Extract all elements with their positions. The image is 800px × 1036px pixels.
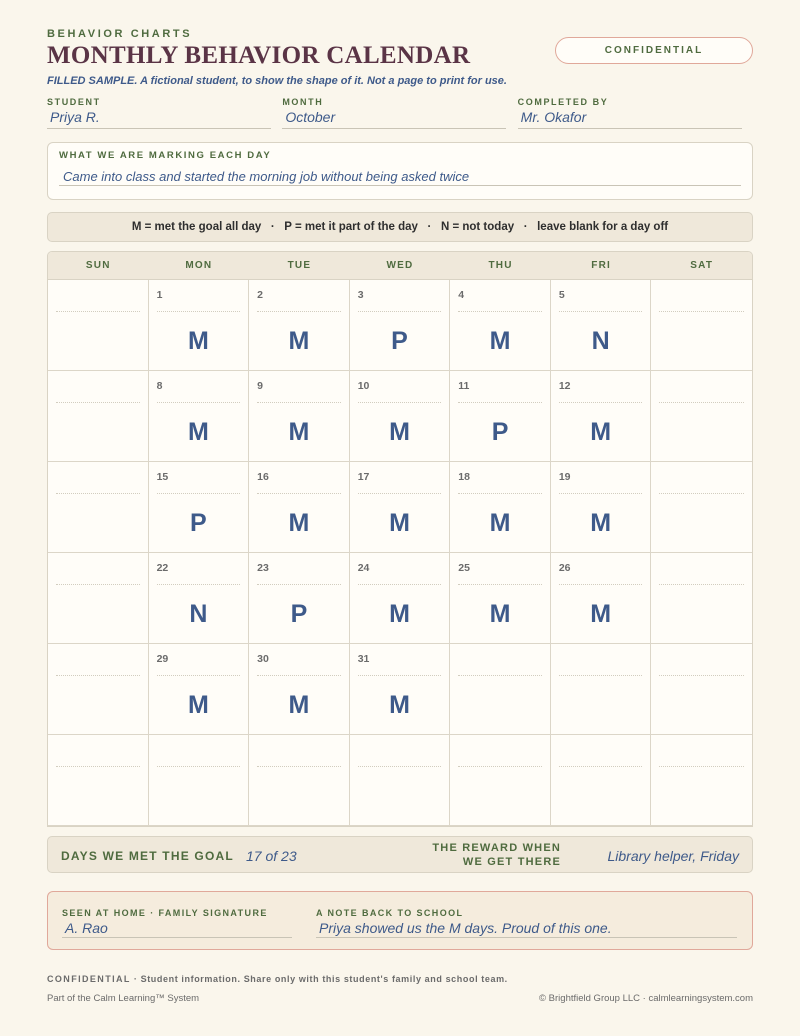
day-number: 31 [357, 653, 370, 665]
day-cell[interactable] [450, 735, 551, 826]
reward-label-line2: WE GET THERE [462, 856, 561, 868]
day-rule [157, 402, 241, 403]
day-rule [358, 402, 442, 403]
weekday-fri: FRI [591, 260, 611, 271]
day-rule [358, 493, 442, 494]
calendar-weekday-header [48, 252, 752, 280]
day-cell[interactable] [149, 280, 250, 371]
day-cell[interactable] [48, 735, 149, 826]
day-mark: P [290, 600, 308, 628]
days-met-value[interactable]: 17 of 23 [246, 848, 297, 864]
day-cell[interactable] [450, 553, 551, 644]
day-mark: M [389, 418, 410, 446]
day-rule [257, 311, 341, 312]
day-cell[interactable] [551, 371, 652, 462]
day-rule [257, 675, 341, 676]
day-number: 23 [257, 562, 269, 574]
behavior-calendar-page [47, 28, 753, 950]
day-cell[interactable] [450, 462, 551, 553]
info-fields [47, 97, 753, 129]
day-cell[interactable] [551, 644, 652, 735]
marking-label: WHAT WE ARE MARKING EACH DAY [59, 150, 272, 161]
day-rule [659, 675, 744, 676]
footer-confidential: CONFIDENTIAL [47, 974, 131, 984]
day-rule [56, 584, 140, 585]
day-cell[interactable] [48, 553, 149, 644]
day-cell[interactable] [149, 644, 250, 735]
day-cell[interactable] [350, 371, 451, 462]
day-number: 2 [257, 289, 263, 301]
day-number: 24 [357, 562, 370, 574]
day-mark: P [391, 327, 408, 355]
home-note-box [47, 891, 753, 950]
day-mark: M [288, 327, 310, 355]
calendar [47, 251, 753, 827]
day-rule [157, 311, 241, 312]
day-number: 19 [558, 471, 571, 483]
day-mark: M [389, 509, 410, 537]
completed-by-value[interactable]: Mr. Okafor [518, 109, 742, 129]
marking-box [47, 142, 753, 200]
student-label: STUDENT [47, 97, 101, 107]
page-title: MONTHLY BEHAVIOR CALENDAR [47, 42, 471, 69]
confidential-footer [47, 974, 508, 984]
day-number: 10 [357, 380, 370, 392]
day-cell[interactable] [249, 553, 350, 644]
day-rule [458, 311, 542, 312]
day-cell[interactable] [350, 553, 451, 644]
day-mark: M [288, 691, 310, 719]
day-rule [559, 584, 643, 585]
day-cell[interactable] [551, 553, 652, 644]
day-cell[interactable] [651, 280, 752, 371]
day-rule [659, 493, 744, 494]
day-number: 5 [558, 289, 565, 301]
day-cell[interactable] [249, 280, 350, 371]
weekday-wed: WED [386, 260, 414, 271]
day-rule [56, 766, 140, 767]
month-value[interactable]: October [282, 109, 506, 129]
day-rule [659, 402, 744, 403]
day-cell[interactable] [48, 644, 149, 735]
day-cell[interactable] [450, 280, 551, 371]
day-cell[interactable] [350, 644, 451, 735]
day-rule [458, 584, 542, 585]
day-rule [659, 766, 744, 767]
day-mark: M [489, 327, 511, 355]
day-cell[interactable] [149, 553, 250, 644]
day-number: 8 [156, 380, 163, 392]
legend-text: M = met the goal all day · P = met it part of the day · N = not today · leave blank for a day off [131, 221, 669, 233]
day-rule [56, 311, 140, 312]
day-rule [659, 311, 744, 312]
footer-system: Part of the Calm Learning™ System [47, 993, 200, 1004]
day-mark: P [190, 509, 207, 537]
day-number: 4 [458, 289, 465, 301]
day-rule [157, 584, 241, 585]
family-signature-label: SEEN AT HOME · FAMILY SIGNATURE [62, 908, 268, 918]
reward-label [403, 841, 561, 869]
day-mark: M [489, 600, 511, 628]
day-mark: M [389, 600, 410, 628]
note-to-school-label: A NOTE BACK TO SCHOOL [316, 908, 464, 918]
mark-legend [47, 212, 753, 242]
day-rule [257, 402, 341, 403]
day-mark: M [590, 418, 612, 446]
student-value[interactable]: Priya R. [47, 109, 271, 129]
day-rule [358, 311, 442, 312]
reward-label-line1: THE REWARD WHEN [432, 842, 561, 854]
day-rule [458, 766, 542, 767]
day-rule [458, 493, 542, 494]
day-number: 15 [156, 471, 169, 483]
day-cell[interactable] [350, 735, 451, 826]
confidential-badge: CONFIDENTIAL [555, 37, 753, 64]
day-cell[interactable] [249, 462, 350, 553]
day-rule [458, 675, 542, 676]
day-rule [257, 766, 341, 767]
day-cell[interactable] [350, 462, 451, 553]
day-number: 30 [257, 653, 269, 665]
day-number: 22 [156, 562, 169, 574]
day-rule [358, 766, 442, 767]
weekday-sat: SAT [690, 260, 714, 271]
day-mark: M [489, 509, 511, 537]
day-cell[interactable] [651, 462, 752, 553]
day-cell[interactable] [551, 280, 652, 371]
footer-notice: Student information. Share only with this student's family and school team. [140, 974, 508, 984]
day-mark: M [590, 509, 612, 537]
day-rule [257, 493, 341, 494]
note-to-school-value[interactable]: Priya showed us the M days. Proud of this one. [316, 920, 737, 938]
day-cell[interactable] [48, 371, 149, 462]
day-number: 11 [458, 380, 470, 392]
day-cell[interactable] [651, 371, 752, 462]
day-mark: M [288, 509, 310, 537]
month-label: MONTH [282, 97, 324, 107]
student-field [47, 97, 282, 129]
day-rule [559, 493, 643, 494]
day-rule [157, 675, 241, 676]
day-number: 17 [357, 471, 370, 483]
day-number: 3 [357, 289, 364, 301]
day-number: 9 [257, 380, 263, 392]
day-mark: M [187, 327, 209, 355]
day-number: 1 [156, 289, 163, 301]
day-number: 25 [458, 562, 470, 574]
day-mark: M [187, 418, 209, 446]
day-cell[interactable] [249, 371, 350, 462]
day-cell[interactable] [48, 280, 149, 371]
day-number: 16 [257, 471, 269, 483]
weekday-tue: TUE [287, 260, 312, 271]
month-field [282, 97, 517, 129]
sample-disclaimer: FILLED SAMPLE. A fictional student, to show the shape of it. Not a page to print for use. [47, 75, 507, 87]
weekday-sun: SUN [85, 260, 111, 271]
calendar-grid [48, 280, 752, 826]
day-number: 29 [156, 653, 169, 665]
summary-bar [47, 836, 753, 873]
day-rule [659, 584, 744, 585]
day-cell[interactable] [450, 371, 551, 462]
day-rule [56, 402, 140, 403]
day-cell[interactable] [651, 644, 752, 735]
day-number: 18 [458, 471, 470, 483]
day-cell[interactable] [651, 735, 752, 826]
marking-value[interactable]: Came into class and started the morning job without being asked twice [59, 169, 741, 186]
day-cell[interactable] [149, 462, 250, 553]
weekday-thu: THU [488, 260, 513, 271]
day-rule [559, 402, 643, 403]
day-rule [257, 584, 341, 585]
day-rule [157, 493, 241, 494]
family-signature-value[interactable]: A. Rao [62, 920, 292, 938]
day-rule [458, 402, 542, 403]
completed-by-label: COMPLETED BY [517, 97, 609, 107]
days-met-label: DAYS WE MET THE GOAL [61, 849, 234, 863]
day-cell[interactable] [450, 644, 551, 735]
completed-by-field [518, 97, 753, 129]
section-eyebrow: BEHAVIOR CHARTS [47, 28, 193, 40]
day-mark: M [590, 600, 612, 628]
day-mark: N [591, 327, 610, 355]
day-cell[interactable] [651, 553, 752, 644]
day-cell[interactable] [249, 644, 350, 735]
day-mark: P [491, 418, 509, 446]
day-rule [358, 584, 442, 585]
day-cell[interactable] [149, 371, 250, 462]
day-number: 12 [558, 380, 571, 392]
day-rule [559, 675, 643, 676]
day-rule [56, 493, 140, 494]
day-cell[interactable] [149, 735, 250, 826]
day-cell[interactable] [249, 735, 350, 826]
reward-value[interactable]: Library helper, Friday [607, 848, 739, 864]
day-mark: M [187, 691, 209, 719]
weekday-mon: MON [185, 260, 213, 271]
day-rule [559, 311, 643, 312]
day-mark: M [389, 691, 410, 719]
day-cell[interactable] [551, 735, 652, 826]
day-cell[interactable] [551, 462, 652, 553]
day-cell[interactable] [48, 462, 149, 553]
footer-dot: · [133, 974, 141, 984]
day-cell[interactable] [350, 280, 451, 371]
day-rule [157, 766, 241, 767]
day-mark: N [189, 600, 208, 628]
day-rule [358, 675, 442, 676]
day-rule [559, 766, 643, 767]
day-number: 26 [558, 562, 571, 574]
day-rule [56, 675, 140, 676]
day-mark: M [288, 418, 310, 446]
footer-copyright: © Brightfield Group LLC · calmlearningsystem.com [539, 993, 753, 1004]
